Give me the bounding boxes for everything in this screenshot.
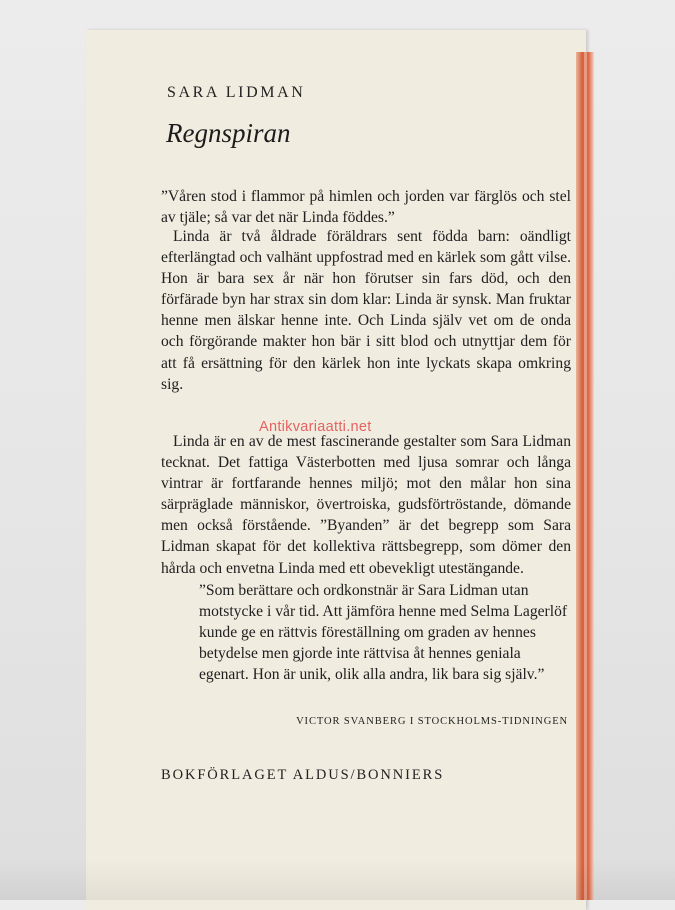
spine-highlight xyxy=(584,52,587,900)
blurb-paragraph-synopsis: Linda är två åldrade föräldrars sent födda barn: oändligt efterlängtad och valhänt uppfostrad med en kärlek som gått vilse. Hon är bara sex år när hon förutser sin fars död, och den förfärade byn har strax sin dom klar: Linda är synsk. Man fruktar henne men älskar henne inte. Och Linda själv vet om de onda och förgörande makter hon bär i sitt blod och utnyttjar dem för att få ersättning för den kärlek hon inte lyckats skapa omkring sig. xyxy=(161,228,571,393)
review-quote: ”Som berättare och ordkonstnär är Sara Lidman utan motstycke i vår tid. Att jämföra henne med Selma Lagerlöf kunde ge en rättvis föreställning om graden av hennes betydelse men gjorde inte rättvisa åt hennes geniala egenart. Hon är unik, olik alla andra, lik bara sig själv.” xyxy=(199,582,568,684)
publisher-name: BOKFÖRLAGET ALDUS/BONNIERS xyxy=(161,767,445,783)
review-attribution: VICTOR SVANBERG I STOCKHOLMS-TIDNINGEN xyxy=(296,716,568,727)
watermark-text: Antikvariaatti.net xyxy=(259,419,372,435)
table-shadow xyxy=(0,860,675,900)
author-name: SARA LIDMAN xyxy=(167,84,306,101)
book-title: Regnspiran xyxy=(166,118,291,148)
blurb-paragraph-author: Linda är en av de mest fascinerande gestalter som Sara Lidman tecknat. Det fattiga Västerbotten med ljusa somrar och långa vintrar är fortfarande hennes miljö; mot den målar hon sina särpräglade människor, övertroiska, gudsförtröstande, dömande men också förstående. ”Byanden” är det begrepp som Sara Lidman skapat för det kollektiva rättsbegrepp, som dömer den hårda och envetna Linda med ett obevekligt utestängande. xyxy=(161,433,571,577)
blurb-paragraph-opening-quote: ”Våren stod i flammor på himlen och jorden var färglös och stel av tjäle; så var det när Linda föddes.” xyxy=(161,188,571,227)
